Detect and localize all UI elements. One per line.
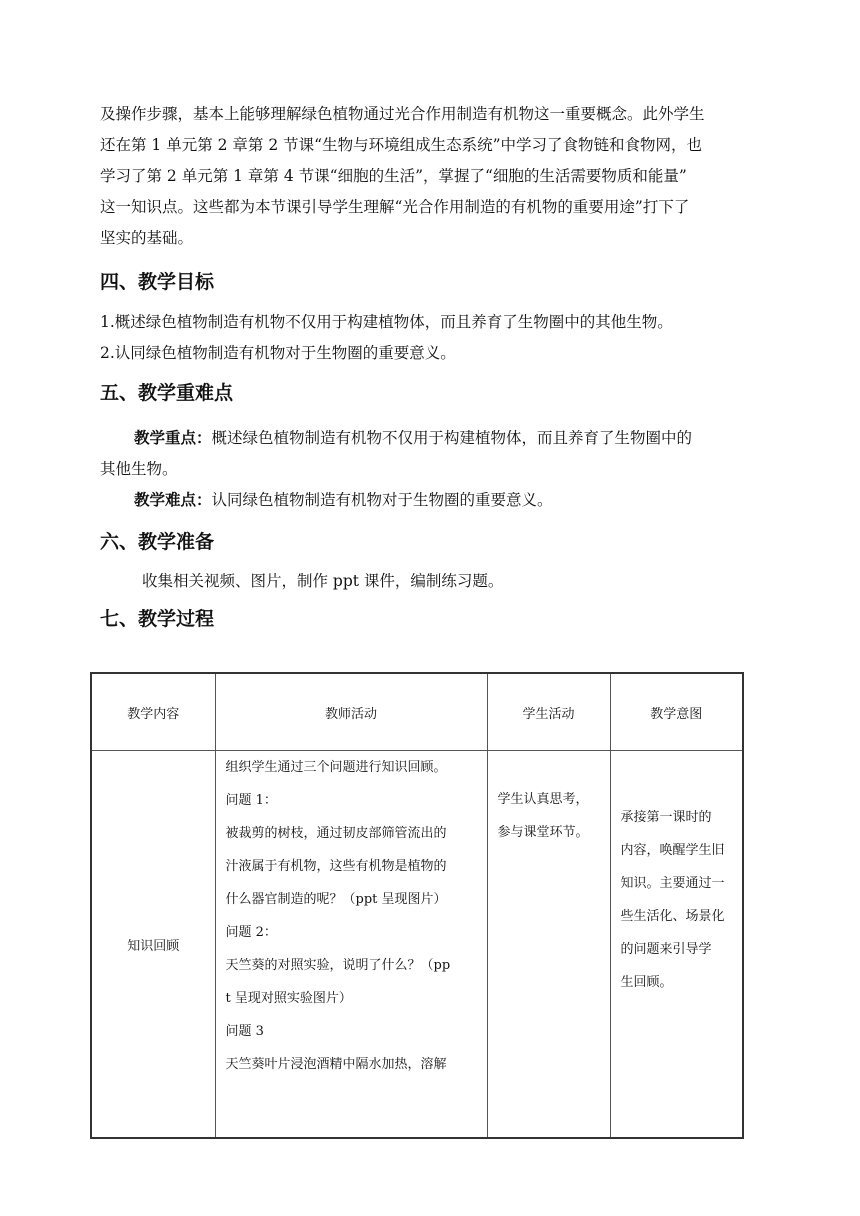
difficult-point-label: 教学难点： (134, 491, 212, 509)
teaching-process-table (90, 672, 744, 1139)
section-heading-preparation: 六、教学准备 (100, 531, 215, 553)
key-point-label: 教学重点： (134, 429, 212, 447)
difficult-point-line (100, 485, 790, 516)
key-point-text: 概述绿色植物制造有机物不仅用于构建植物体，而且养育了生物圈中的 (211, 429, 693, 447)
teacher-line: 天竺葵叶片浸泡酒精中隔水加热，溶解 (225, 1057, 447, 1072)
teacher-line: 天竺葵的对照实验，说明了什么？（pp (225, 958, 451, 973)
intro-line: 学习了第 2 单元第 1 章第 4 节课“细胞的生活”，掌握了“细胞的生活需要物质和能量” (100, 167, 687, 185)
header-cell-teacher: 教师活动 (215, 673, 487, 751)
key-points-paragraph (100, 423, 790, 516)
header-cell-student: 学生活动 (487, 673, 610, 751)
teacher-line: 问题 3 (225, 1024, 264, 1039)
intent-line: 生回顾。 (620, 975, 673, 990)
key-point-line (100, 423, 790, 454)
cell-teacher-activity (215, 751, 487, 1139)
teacher-line: 被裁剪的树枝，通过韧皮部筛管流出的 (225, 826, 447, 841)
intent-line: 的问题来引导学 (620, 942, 712, 957)
intro-line: 及操作步骤，基本上能够理解绿色植物通过光合作用制造有机物这一重要概念。此外学生 (100, 105, 705, 123)
teacher-line: 问题 2： (225, 925, 277, 940)
teacher-line: 汁液属于有机物，这些有机物是植物的 (225, 859, 447, 874)
intent-line: 知识。主要通过一 (620, 876, 725, 891)
objective-item: 2.认同绿色植物制造有机物对于生物圈的重要意义。 (100, 344, 456, 362)
objective-item: 1.概述绿色植物制造有机物不仅用于构建植物体，而且养育了生物圈中的其他生物。 (100, 313, 673, 331)
intro-line: 坚实的基础。 (100, 229, 194, 247)
intent-line: 内容，唤醒学生旧 (620, 843, 725, 858)
objectives-list (100, 307, 790, 369)
table-header-row (91, 673, 743, 751)
difficult-point-text: 认同绿色植物制造有机物对于生物圈的重要意义。 (211, 491, 553, 509)
student-line: 参与课堂环节。 (497, 825, 589, 840)
student-line: 学生认真思考， (497, 792, 589, 807)
header-cell-content: 教学内容 (91, 673, 215, 751)
header-cell-intent: 教学意图 (610, 673, 743, 751)
intro-line: 还在第 1 单元第 2 章第 2 节课“生物与环境组成生态系统”中学习了食物链和食物网，也 (100, 136, 702, 154)
preparation-paragraph (100, 566, 790, 597)
intro-line: 这一知识点。这些都为本节课引导学生理解“光合作用制造的有机物的重要用途”打下了 (100, 198, 690, 216)
teacher-line: 组织学生通过三个问题进行知识回顾。 (225, 760, 447, 775)
intro-paragraph (100, 99, 790, 254)
cell-teaching-intent (610, 751, 743, 1139)
teacher-line: 什么器官制造的呢？（ppt 呈现图片） (225, 892, 447, 907)
key-point-continuation: 其他生物。 (100, 460, 178, 478)
intent-line: 承接第一课时的 (620, 810, 712, 825)
teacher-line: 问题 1： (225, 793, 277, 808)
table-row (91, 751, 743, 1139)
intent-line: 些生活化、场景化 (620, 909, 725, 924)
preparation-text: 收集相关视频、图片，制作 ppt 课件，编制练习题。 (142, 572, 504, 590)
teacher-line: t 呈现对照实验图片） (225, 991, 352, 1006)
section-heading-key-points: 五、教学重难点 (100, 382, 234, 404)
section-heading-process: 七、教学过程 (100, 608, 215, 630)
cell-content: 知识回顾 (91, 751, 215, 1139)
section-heading-objectives: 四、教学目标 (100, 271, 215, 293)
cell-student-activity (487, 751, 610, 1139)
